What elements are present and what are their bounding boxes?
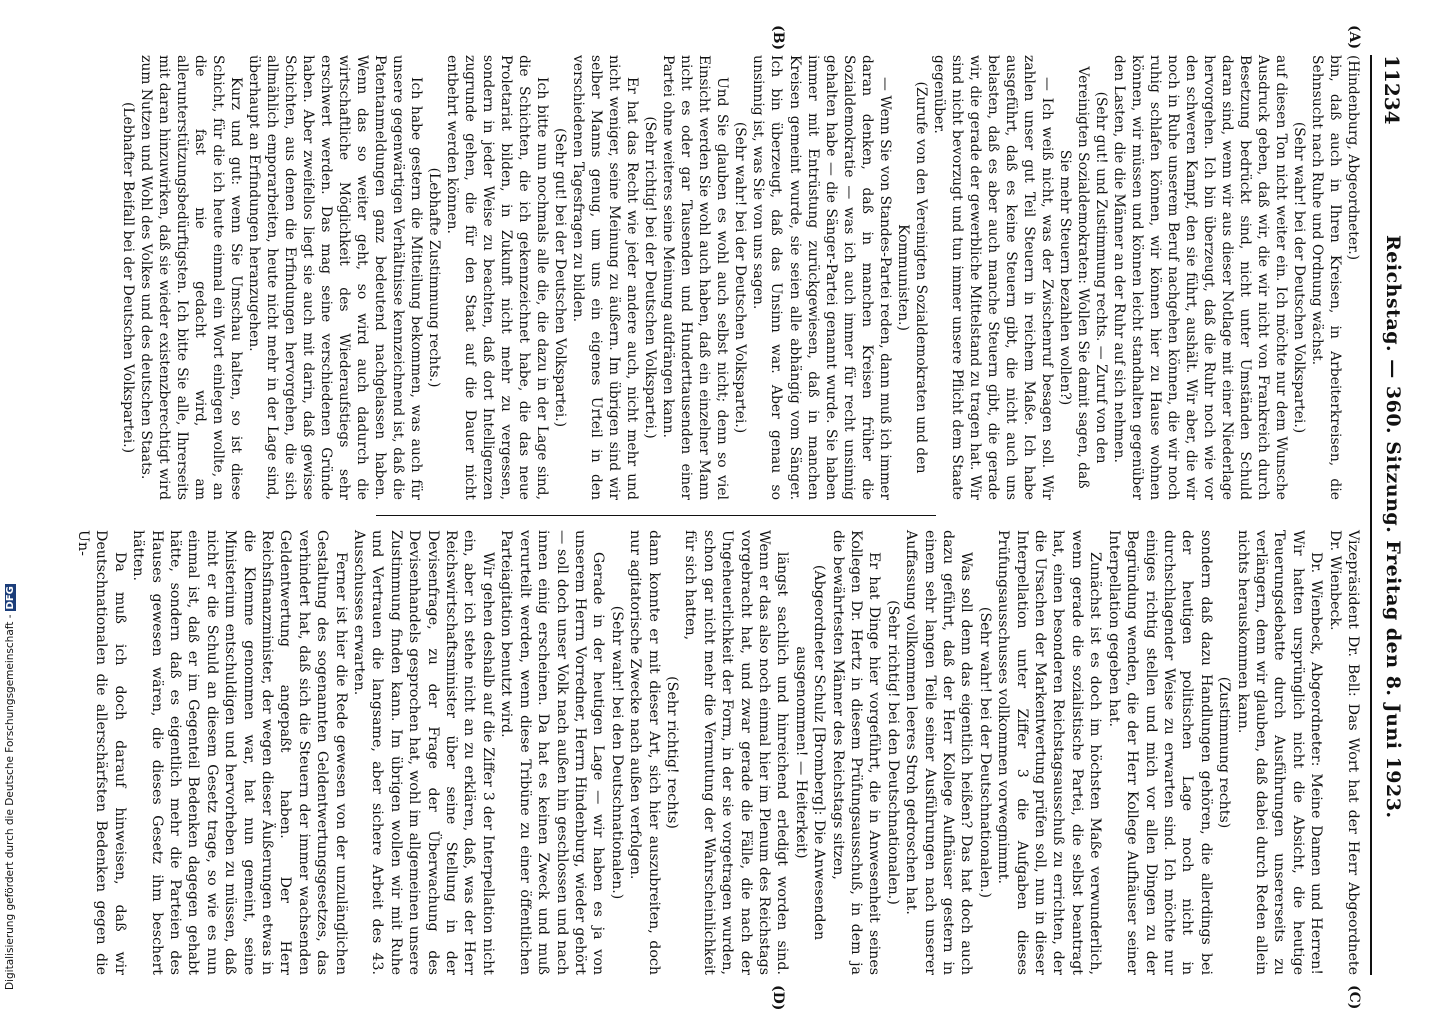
right-column-paragraph: Gerade in der heutigen Lage — wir haben es ja von unserem Herrn Vorredner, Herrn Hindenburg, wieder gehört — soll doch unser Volk nach außen hin geschlossen und nach innen einig erscheinen. Da hat es keinen Zweck und muß verurteilt werden, wenn diese Tribüne zu einer öffentlichen Parteiagitation benutzt wird. [498, 530, 607, 975]
page-header [1370, 55, 1406, 975]
left-column-paragraph: (Sehr gut! bei der Deutschen Volkspartei.) [552, 127, 569, 428]
left-column-paragraph: (Sehr richtig! bei der Deutschen Volkspartei.) [642, 116, 659, 439]
left-column-paragraph: bin, daß auch in Ihren Kreisen, in Arbeiterkreisen, die Sehnsucht nach Ruhe und Ordnung wächst. [1308, 55, 1343, 500]
right-column-paragraph: Dr. Wienbeck, Abgeordneter: Meine Damen und Herren! Wir hatten ursprünglich nicht die Absicht, die heutige Teuerungsdebatte durch Ausführungen unsererseits zu verlängern, denn wir glauben, daß dabei durch Reden allein nichts herauskommen kann. [1234, 530, 1325, 975]
right-column-paragraph: sondern daß dazu Handlungen gehören, die allerdings bei der heutigen politischen Lage noch nicht in durchschlagender Weise zu erwarten sind. Ich möchte nur einiges richtig stellen und mich vor allen Dingen zu der Begründung wenden, die der Herr Kollege Aufhäuser seiner Interpellation gegeben hat. [1105, 530, 1214, 975]
right-column-paragraph: längst sachlich und hinreichend erledigt worden sind. Wenn er das also noch einmal hier im Plenum des Reichstags vorgebracht hat, und zwar gerade die Fälle, die nach der Ungeheuerlichkeit der Form, in der sie vorgetragen wurden, schon gar nicht mehr die Vermutung der Wahrscheinlichkeit für sich hatten, [682, 530, 791, 975]
left-column-paragraph: (Sehr wahr! bei der Deutschen Volkspartei.) [732, 121, 749, 434]
left-column-paragraph: Ich bitte nun nochmals alle die, die dazu in der Lage sind, die Schichten, die ich gekennzeichnet habe, die das neue Proletariat bilden, in Zukunft nicht mehr zu vergessen, sondern in jeder Weise zu beachten, daß dort Intelligenzen zugrunde gehen, die für den Staat auf die Dauer nicht entbehrt werden können. [444, 55, 551, 500]
right-column-paragraph: Vizepräsident Dr. Bell: Das Wort hat der Herr Abgeordnete Dr. Wienbeck. [1326, 530, 1361, 975]
dfg-logo: DFG [5, 586, 16, 610]
left-column-paragraph: — Ich weiß nicht, was der Zwischenruf besagen soll. Wir zahlen unser gut Teil Steuern in reichem Maße. Ich habe ausgeführt, daß es keine Steuern gibt, die nicht auch uns belasten, daß es aber auch manche Steuern gibt, die gerade wir, die gerade der gewerbliche Mittelstand zu tragen hat. Wir sind nicht bevorzugt und tun immer unsere Pflicht dem Staate gegenüber. [930, 55, 1055, 500]
credit-text: Digitalisierung gefördert durch die Deutsche Forschungsgemeinschaft - [4, 614, 16, 990]
margin-marker-d: (D) [770, 985, 786, 1010]
margin-marker-a: (A) [1346, 25, 1362, 50]
right-column-paragraph: Ferner ist hier die Rede gewesen von der unzulänglichen Gestaltung des sogenannten Geldentwertungsgesetzes, das verhindert hat, daß sich die Steuern der immer wachsenden Geldentwertung angepaßt haben. Der Herr Reichsfinanzminister, der wegen dieser Äußerungen etwas in die Klemme genommen war, hat nun gemeint, seine Ministerium entschuldigen und hervorheben zu müssen, daß nicht er die Schuld an diesem Gesetz trage, so wie es nun einmal ist, daß er im Gegenteil Bedenken dagegen gehabt hätte, sondern daß es eigentlich mehr die Parteien des Hauses gewesen wären, die dieses Gesetz ihm beschert hätten. [130, 530, 349, 975]
left-text-column [119, 55, 1362, 500]
margin-marker-c: (C) [1346, 985, 1362, 1010]
page-content [66, 25, 1406, 1010]
right-column-paragraph: Wir gehen deshalb auf die Ziffer 3 der Interpellation nicht ein, aber ich stehe nicht an zu erklären, daß, was der Herr Reichswirtschaftsminister über seine Stellung in der Devisenfrage, zu der Frage der Überwachung des Devisenhandels gesprochen hat, wohl im allgemeinen unsere Zustimmung finden kann. Im übrigen wollen wir mit Ruhe und Vertrauen die langsame, aber sichere Arbeit des 43. Ausschusses erwarten. [351, 530, 496, 975]
right-column-paragraph: Da muß ich doch darauf hinweisen, daß wir Deutschnationalen die allerschärfsten Bedenken gegen die Un- [74, 530, 128, 975]
left-column-paragraph: (Sehr gut! und Zustimmung rechts. — Zuruf von den Vereinigten Sozialdemokraten: Wollen Sie damit sagen, daß Sie mehr Steuern bezahlen wollen?) [1056, 66, 1109, 489]
left-column-paragraph: (Hindenburg, Abgeordneter.) [1345, 55, 1361, 261]
right-column-paragraph: Zunächst ist es doch im höchsten Maße verwunderlich, wenn gerade die sozialistische Partei, die selbst beantragt hat, einen besonderen Reichstagsausschuß zu errichten, der die Ursachen der Markentwertung prüfen soll, nun in dieser Interpellation unter Ziffer 3 die Aufgaben dieses Prüfungsausschusses vollkommen vorwegnimmt. [995, 530, 1104, 975]
right-text-column [74, 530, 1362, 975]
left-column-paragraph: Er hat das Recht wie jeder andere auch, nicht mehr und nicht weniger, seine Meinung zu äußern. Im übrigen sind wir selber Manns genug, um uns ein eigenes Urteil in den verschiedenen Tagesfragen zu bilden. [570, 55, 641, 500]
left-column-paragraph: auf diesen Ton nicht weiter ein. Ich möchte nur dem Wunsche Ausdruck geben, daß wir, die wir nicht von Frankreich durch Besetzung bedrückt sind, nicht unter Umständen Schuld daran sind, wenn wir aus dieser Notlage mit einer Niederlage hervorgehen. Ich bin überzeugt, daß die Ruhr noch wie vor den schweren Kampf, den sie führt, aushält. Wir aber, die wir noch in Ruhe unserem Beruf nachgehen können, die wir noch ruhig schlafen können, wir können hier zu Hause wohnen können, wir müssen und können leicht standhalten gegenüber den Lasten, die die Männer an der Ruhr auf sich nehmen. [1110, 55, 1289, 500]
left-column-paragraph: Ich habe gestern die Mitteilung bekommen, was auch für unsere gegenwärtigen Verhältnisse kennzeichnend ist, daß die Patentanmeldungen ganz bedeutend nachgelassen haben. Wenn das so weiter geht, so wird auch dadurch die wirtschaftliche Möglichkeit des Wiederaufstiegs sehr erschwert werden. Das mag seine verschiedenen Gründe haben. Aber zweifellos liegt sie auch mit darin, daß gewisse Schichten, aus denen die Erfindungen hervorgehen, die sich allmählich emporarbeiten, heute nicht mehr in der Lage sind, überhaupt an Erfindungen heranzugehen. [246, 55, 425, 500]
left-column-paragraph: (Lebhafter Beifall bei der Deutschen Volkspartei.) [119, 101, 136, 454]
right-column-paragraph: Was soll denn das eigentlich heißen? Das hat doch auch dazu geführt, daß der Herr Kollege Aufhäuser gestern in einem sehr langen Teile seiner Ausführungen nach unserer Auffassung vollkommen leeres Stroh gedroschen hat. [903, 530, 975, 975]
right-column-paragraph: (Sehr wahr! bei der Deutschnationalen.) [976, 606, 993, 899]
margin-marker-b: (B) [770, 25, 786, 51]
left-column-paragraph: (Zurufe von den Vereinigten Sozialdemokraten und den Kommunisten.) [894, 81, 929, 474]
right-column-paragraph: (Sehr richtig! rechts) [663, 676, 680, 829]
right-column-paragraph: (Sehr richtig! bei den Deutschnationalen.) [884, 600, 901, 905]
page-number: 11234 [1380, 55, 1404, 125]
right-column-paragraph: (Zustimmung rechts) [1216, 676, 1233, 829]
right-column-paragraph: Er hat Dinge hier vorgeführt, die in Anwesenheit seines Kollegen Dr. Hertz in diesem Prüfungsausschuß, in dem ja die bewährtesten Männer des Reichstags sitzen, [829, 530, 883, 975]
right-column-paragraph: (Sehr wahr! bei den Deutschnationalen.) [608, 605, 625, 900]
left-column-paragraph: (Sehr wahr! bei der Deutschen Volkspartei.) [1290, 121, 1307, 434]
left-column-paragraph: Und Sie glauben es wohl auch selbst nicht; denn so viel Einsicht werden Sie wohl auch haben, daß ein einzelner Mann nicht es oder gar Tausenden und Hunderttausenden einer Partei ohne weiteres seine Meinung aufdrängen kann. [660, 55, 731, 500]
digitization-credit [4, 584, 16, 990]
left-column-paragraph: Kurz und gut: wenn Sie Umschau halten, so ist diese Schicht, für die ich heute einmal ein Wort einlegen wollte, an die fast nie gedacht wird, am allerunterstützungsbedürftigsten. Ich bitte Sie alle, Ihrerseits mit daran hinzuwirken, daß sie wieder existenzberechtigt wird zum Nutzen und Wohl des Volkes und des deutschen Staats. [137, 55, 245, 500]
left-column-paragraph: — Wenn Sie von Standes-Partei reden, dann muß ich immer daran denken, daß in manchen Kreisen früher die Sozialdemokratie — was ich auch immer für recht unsinnig gehalten habe — die Sänger-Partei genannt wurde. Sie haben immer mit Entrüstung zurückgewiesen, daß in manchen Kreisen gemeint wurde, sie seien alle abhängig vom Sänger. Ich bin überzeugt, daß das Unsinn war. Aber genau so unsinnig ist, was Sie von uns sagen. [750, 55, 893, 500]
right-column-paragraph: dann konnte er mit dieser Art, sich hier auszubreiten, doch nur agitatorische Zwecke nach außen verfolgen. [627, 530, 662, 975]
page-title: Reichstag. — 360. Sitzung. Freitag den 8. Juni 1923. [1382, 235, 1404, 819]
left-column-paragraph: (Lebhafte Zustimmung rechts.) [426, 167, 443, 388]
column-divider [376, 515, 936, 516]
right-column-paragraph: (Abgeordneter Schulz [Bromberg]: Die Anwesenden ausgenommen! — Heiterkeit) [792, 564, 828, 941]
